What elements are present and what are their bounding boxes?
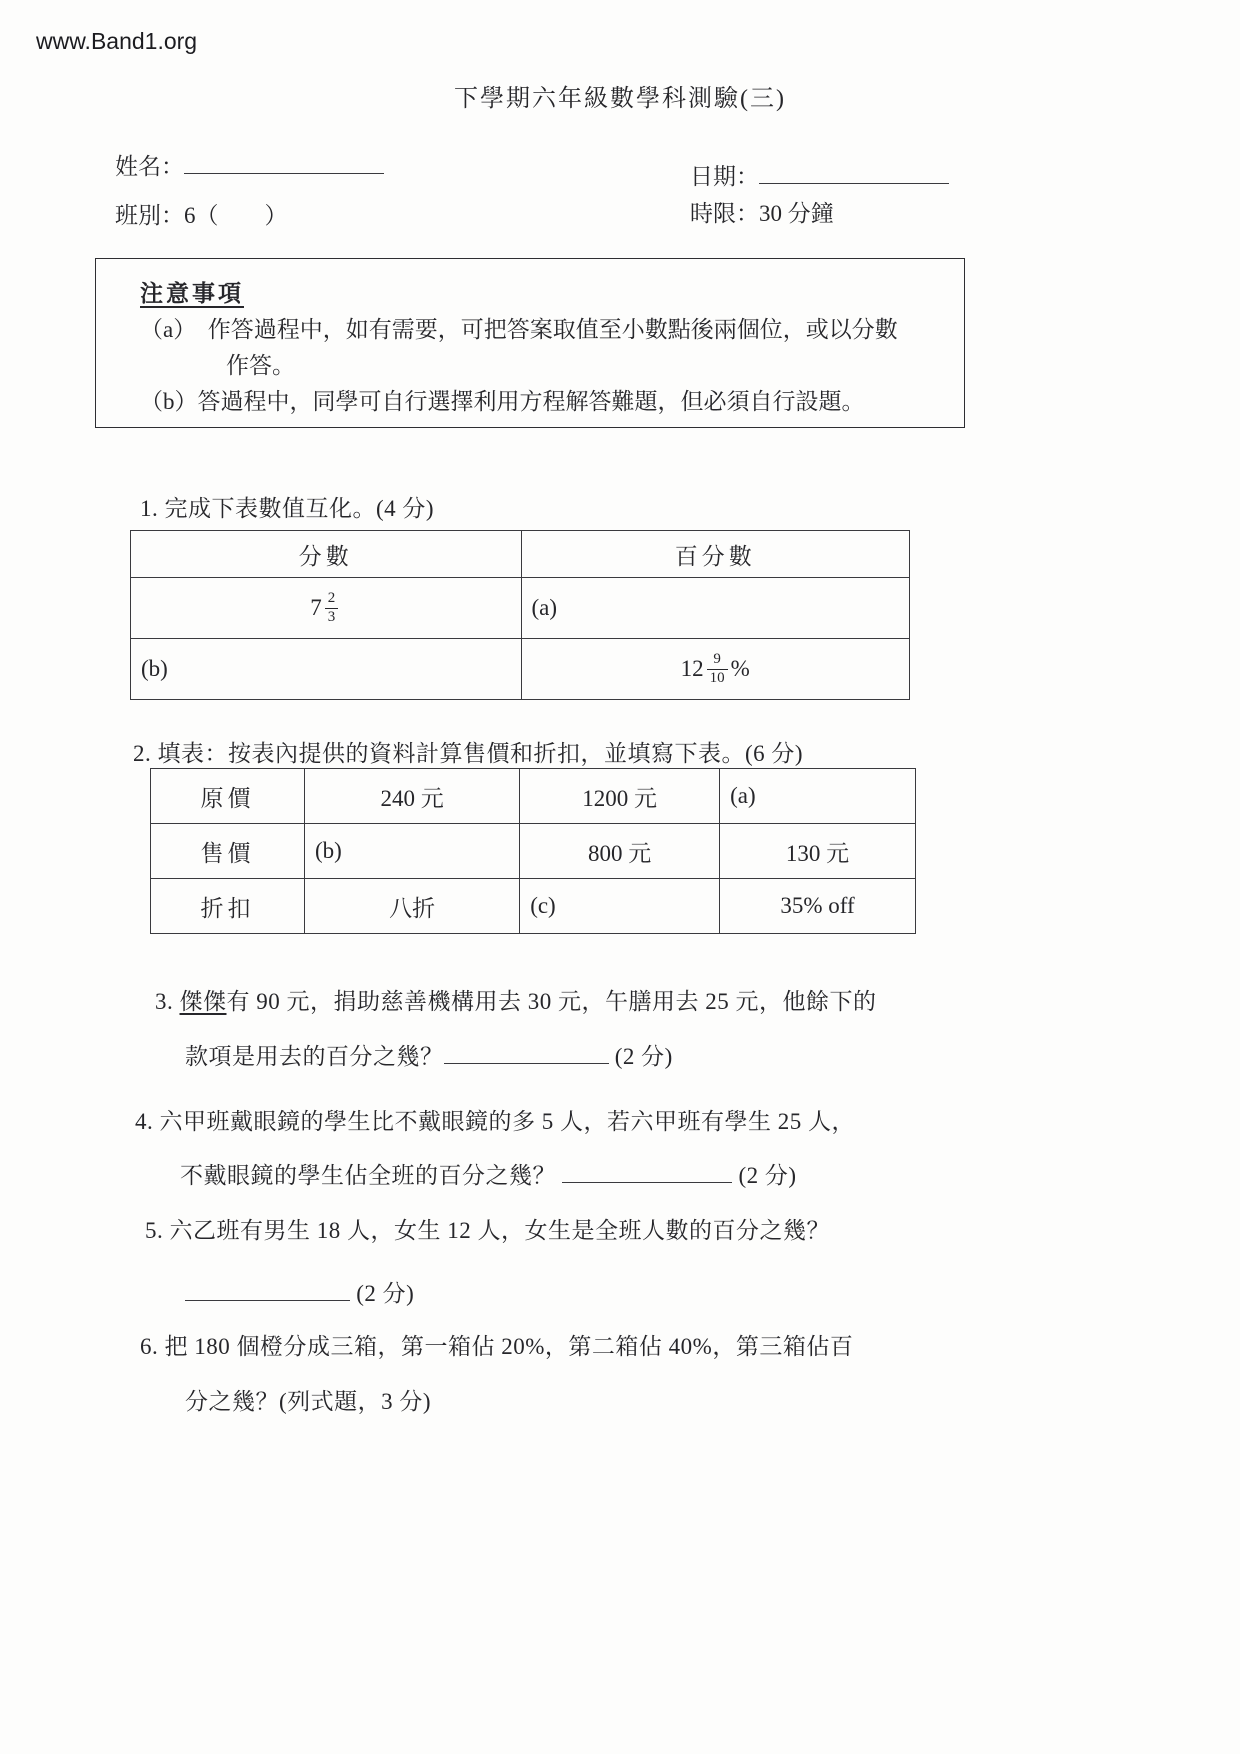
q6-line1: 6. 把 180 個橙分成三箱，第一箱佔 20%，第二箱佔 40%，第三箱佔百: [140, 1334, 854, 1359]
table-row: [151, 824, 916, 879]
q6-line2: 分之幾？(列式題，3 分): [185, 1389, 432, 1414]
q5-line2: [185, 1275, 414, 1308]
q1-label-b: (b): [141, 656, 168, 681]
q3-line1: [155, 983, 877, 1016]
q5-answer-blank: [185, 1280, 350, 1301]
q2-cell-r3c3: 35% off: [720, 879, 916, 934]
q2-cell-r3c2: (c): [520, 879, 720, 934]
name-label: 姓名：: [115, 154, 184, 179]
q2-cell-r1c2: 1200 元: [520, 769, 720, 824]
q4-line2-text: 不戴眼鏡的學生佔全班的百分之幾？: [180, 1163, 556, 1188]
notice-box: [95, 258, 965, 428]
watermark: www.Band1.org: [36, 28, 198, 54]
q1-conversion-table: [130, 530, 910, 700]
q3-number: 3.: [155, 989, 180, 1014]
table-row: [131, 578, 910, 639]
q3-line2-text: 款項是用去的百分之幾？: [185, 1044, 444, 1069]
name-blank: [184, 153, 384, 174]
q3-line2: [185, 1038, 673, 1071]
notice-line-b: （b）答過程中，同學可自行選擇利用方程解答難題，但必須自行設題。: [140, 389, 865, 414]
q1-col-header-fraction: 分數: [131, 531, 522, 578]
mixed-number-7-2-3: 7 $\frac{2}{3}$: [310, 590, 341, 626]
time-limit-label: 時限：30 分鐘: [690, 201, 834, 226]
q2-row-label-selling-price: 售價: [151, 824, 305, 879]
q3-line1-rest: 有 90 元，捐助慈善機構用去 30 元，午膳用去 25 元，他餘下的: [226, 989, 877, 1014]
q1-label-a: (a): [531, 595, 558, 620]
q2-row-label-discount: 折扣: [151, 879, 305, 934]
date-field: [690, 158, 949, 191]
q1-cell-percent-given: [521, 639, 910, 700]
q1-prompt: 1. 完成下表數值互化。(4 分): [140, 496, 435, 521]
notice-line-a2: 作答。: [226, 353, 295, 378]
q2-row-label-original-price: 原價: [151, 769, 305, 824]
class-label: 班別：6（ ）: [115, 203, 288, 228]
table-row: [131, 531, 910, 578]
page-title: 下學期六年級數學科測驗(三): [454, 86, 786, 112]
time-limit-field: [690, 195, 834, 228]
table-row: [131, 639, 910, 700]
table-row: [151, 879, 916, 934]
name-field: [115, 148, 384, 181]
date-blank: [759, 163, 949, 184]
q1-cell-fraction-given: [131, 578, 522, 639]
q2-cell-r3c1: 八折: [305, 879, 520, 934]
table-row: [151, 769, 916, 824]
mixed-number-12-9-10-percent: 12 $\frac{9}{10}$ %: [680, 651, 750, 686]
fraction-2-3: $\frac{2}{3}$: [325, 590, 339, 626]
q3-answer-blank: [444, 1043, 609, 1064]
class-field: [115, 197, 288, 230]
q4-answer-blank: [562, 1162, 732, 1183]
q4-score: (2 分): [738, 1163, 797, 1188]
q1-cell-answer-b: [131, 639, 522, 700]
q2-cell-r2c3: 130 元: [720, 824, 916, 879]
q2-cell-r1c1: 240 元: [305, 769, 520, 824]
q2-prompt: 2. 填表：按表內提供的資料計算售價和折扣，並填寫下表。(6 分): [133, 741, 804, 766]
notice-line-a1: （a） 作答過程中，如有需要，可把答案取值至小數點後兩個位，或以分數: [140, 317, 898, 342]
fraction-9-10: $\frac{9}{10}$: [707, 651, 728, 687]
q5-line1: 5. 六乙班有男生 18 人，女生 12 人，女生是全班人數的百分之幾？: [145, 1218, 830, 1243]
q2-price-discount-table: [150, 768, 916, 934]
q2-cell-r1c3: (a): [720, 769, 916, 824]
q1-cell-answer-a: [521, 578, 910, 639]
q1-col-header-percentage: 百分數: [521, 531, 910, 578]
q5-score: (2 分): [356, 1281, 415, 1306]
q4-line1: 4. 六甲班戴眼鏡的學生比不戴眼鏡的多 5 人，若六甲班有學生 25 人，: [135, 1109, 855, 1134]
q2-cell-r2c2: 800 元: [520, 824, 720, 879]
notice-heading: 注意事項: [140, 281, 244, 306]
q3-name-underlined: 傑傑: [179, 989, 227, 1014]
q4-line2: [180, 1157, 797, 1190]
q3-score: (2 分): [614, 1044, 673, 1069]
q2-cell-r2c1: (b): [305, 824, 520, 879]
date-label: 日期：: [690, 164, 759, 189]
